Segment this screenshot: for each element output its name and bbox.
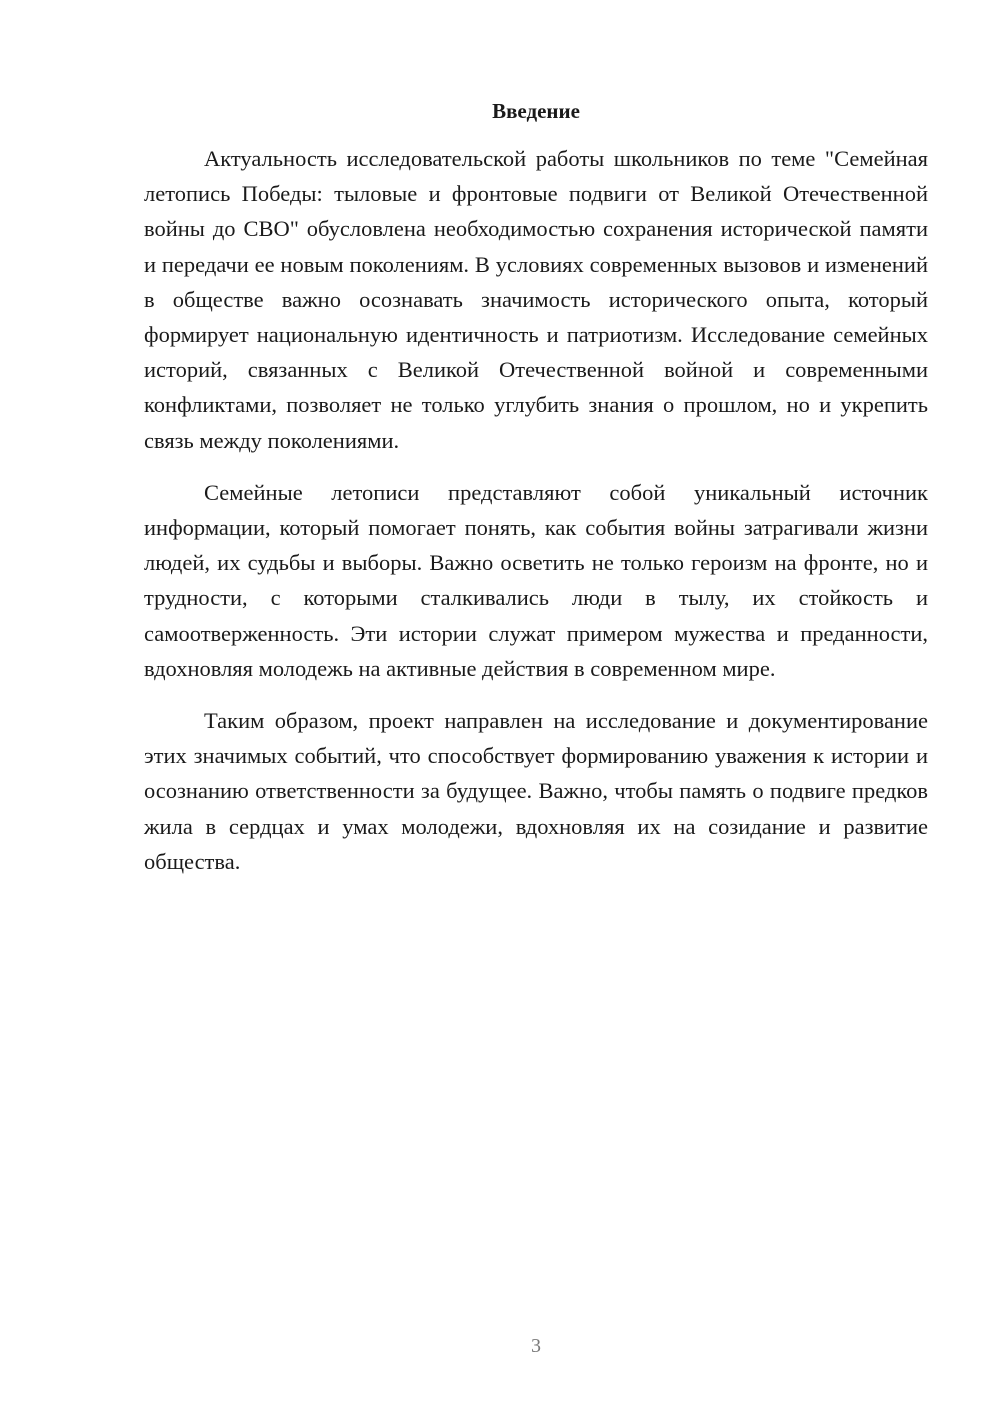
paragraph-family-chronicles: Семейные летописи представляют собой уникальный источник информации, который помогает понять, как события войны затрагивали жизни людей, их судьбы и выборы. Важно осветить не только героизм на фронте, но и трудности, с которыми сталкивались люди в тылу, их стойкость и самоотверженность. Эти истории служат примером мужества и преданности, вдохновляя молодежь на активные действия в современном мире. xyxy=(144,479,928,681)
paragraph-project-goal: Таким образом, проект направлен на исследование и документирование этих значимых событий, что способствует формированию уважения к истории и осознанию ответственности за будущее. Важно, чтобы память о подвиге предков жила в сердцах и умах молодежи, вдохновляя их на созидание и развитие общества. xyxy=(144,708,928,874)
section-title: Введение xyxy=(492,99,580,123)
page-content xyxy=(144,96,928,896)
paragraph-relevance: Актуальность исследовательской работы школьников по теме "Семейная летопись Победы: тыловые и фронтовые подвиги от Великой Отечественной войны до СВО" обусловлена необходимостью сохранения исторической памяти и передачи ее новым поколениям. В условиях современных вызовов и изменений в обществе важно осознавать значимость исторического опыта, который формирует национальную идентичность и патриотизм. Исследование семейных историй, связанных с Великой Отечественной войной и современными конфликтами, позволяет не только углубить знания о прошлом, но и укрепить связь между поколениями. xyxy=(144,146,928,453)
page-number: 3 xyxy=(531,1335,541,1357)
